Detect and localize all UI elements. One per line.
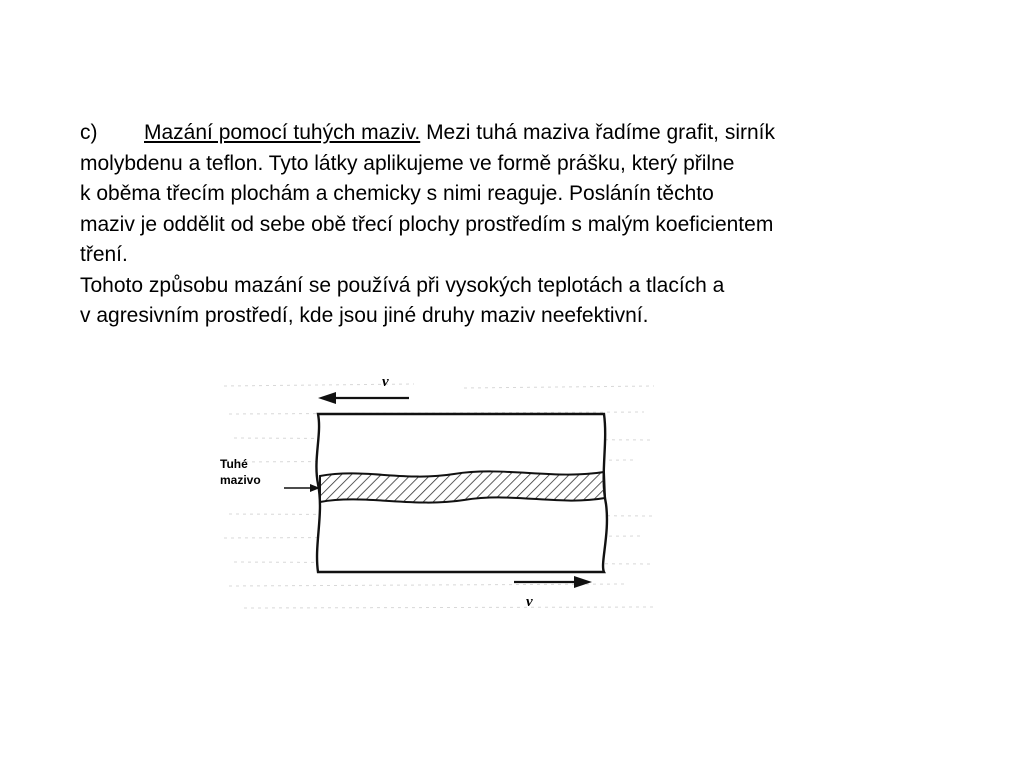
solid-lubricant-layer — [320, 471, 605, 502]
paragraph1-line4: maziv je oddělit od sebe obě třecí plochy prostředím s malým koeficientem — [80, 212, 774, 236]
bottom-velocity-label: v — [526, 594, 533, 610]
paragraph1-line2: molybdenu a teflon. Tyto látky aplikujeme ve formě prášku, který přilne — [80, 151, 735, 175]
paragraph2-line2: v agresivním prostředí, kde jsou jiné druhy maziv neefektivní. — [80, 304, 649, 327]
section-heading: Mazání pomocí tuhých maziv. — [144, 121, 421, 144]
diagram-svg — [214, 364, 660, 618]
list-marker: c) — [80, 121, 98, 144]
paragraph1-line1: Mezi tuhá maziva řadíme grafit, sirník — [420, 121, 776, 144]
text-block — [80, 118, 960, 332]
lubricant-label-line1: Tuhé — [220, 457, 248, 471]
paragraph1-line5: tření. — [80, 243, 128, 266]
bottom-velocity-arrow — [514, 576, 592, 588]
top-velocity-label: v — [382, 374, 389, 390]
lubricant-pointer-arrow — [284, 484, 320, 492]
lubricant-label-line2: mazivo — [220, 473, 261, 487]
paragraph2-line1: Tohoto způsobu mazání se používá při vysokých teplotách a tlacích a — [80, 273, 725, 297]
top-velocity-arrow — [318, 392, 409, 404]
paragraph-solid-lubricants — [80, 118, 960, 271]
lubrication-diagram — [214, 364, 660, 618]
paragraph-usage — [80, 271, 960, 332]
paragraph1-line3: k oběma třecím plochám a chemicky s nimi reaguje. Poslánín těchto — [80, 182, 714, 205]
